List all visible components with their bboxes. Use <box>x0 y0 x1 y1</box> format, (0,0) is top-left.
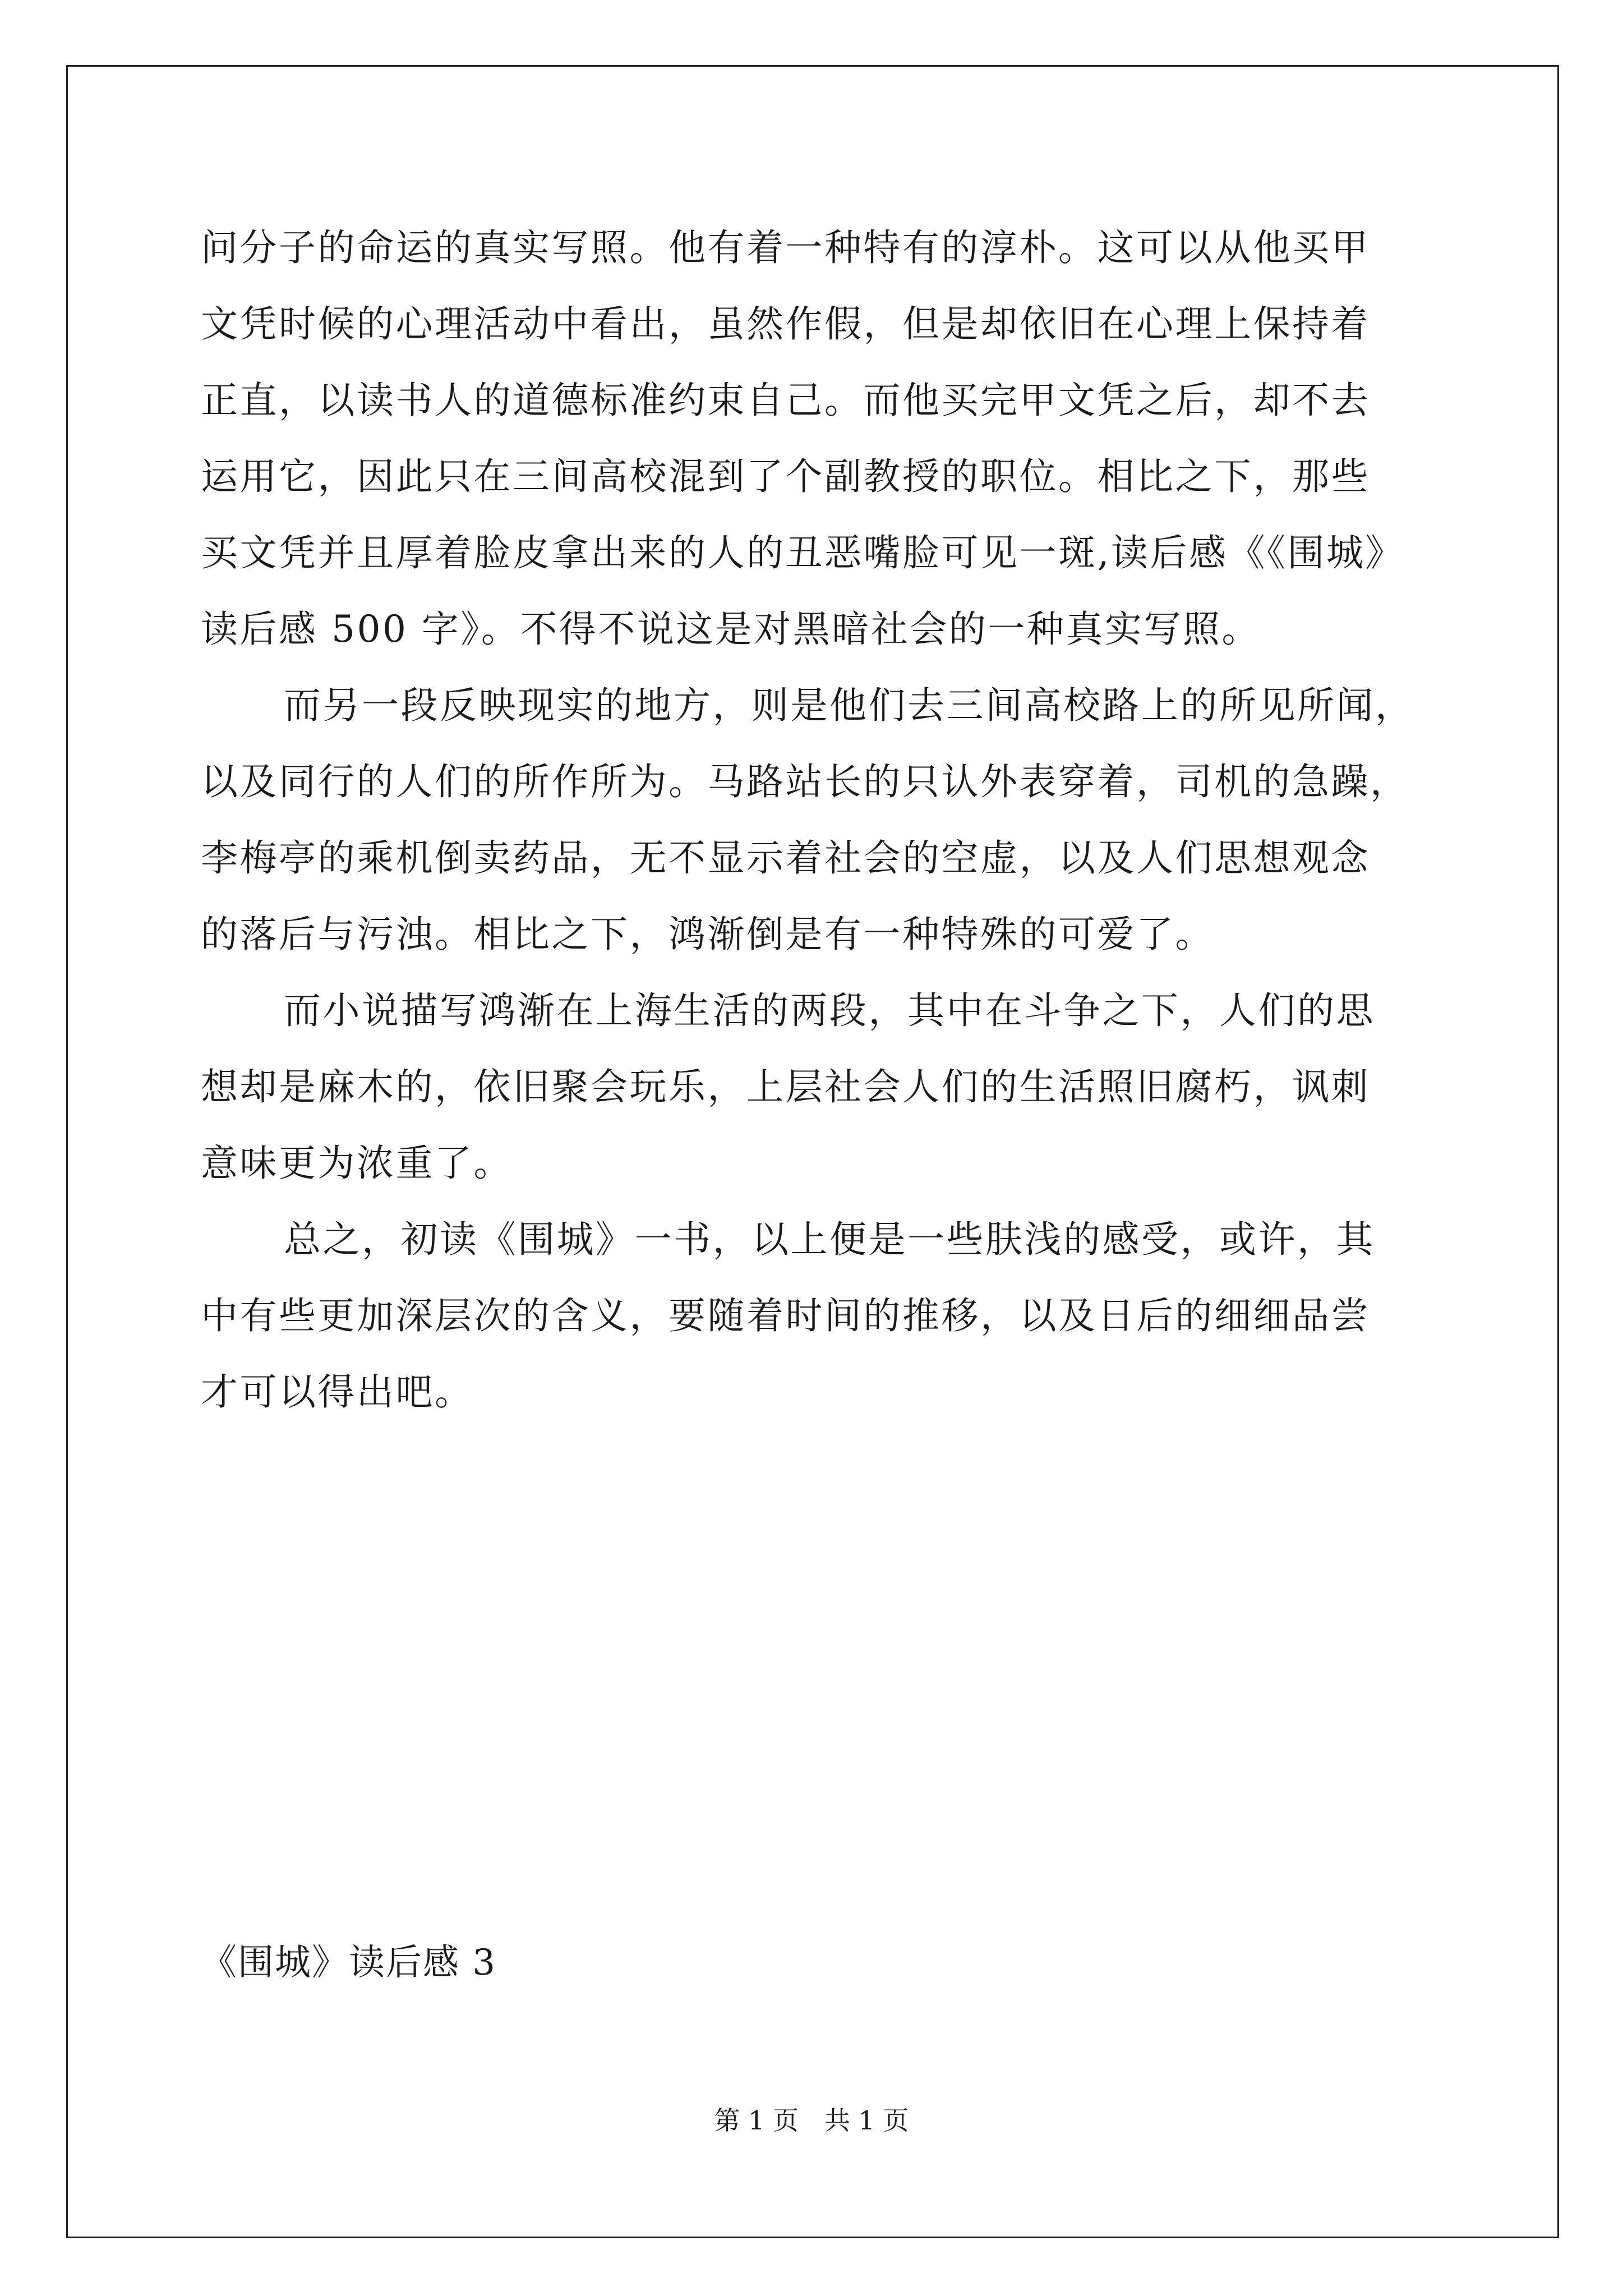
text-line: 意味更为浓重了。 <box>201 1142 513 1185</box>
text-line: 文凭时候的心理活动中看出，虽然作假，但是却依旧在心理上保持着 <box>201 302 1370 346</box>
paragraph-first-line: 而小说描写鸿渐在上海生活的两段，其中在斗争之下，人们的思 <box>284 989 1375 1032</box>
text-line: 以及同行的人们的所作所为。马路站长的只认外表穿着，司机的急躁， <box>201 760 1409 803</box>
text-line: 中有些更加深层次的含义，要随着时间的推移，以及日后的细细品尝 <box>201 1294 1370 1337</box>
paragraph-first-line: 总之，初读《围城》一书，以上便是一些肤浅的感受，或许，其 <box>284 1218 1375 1261</box>
document-body <box>201 210 1429 1430</box>
section-heading: 《围城》读后感 3 <box>201 1942 497 1984</box>
text-line: 李梅亭的乘机倒卖药品，无不显示着社会的空虚，以及人们思想观念 <box>201 836 1370 880</box>
text-line: 想却是麻木的，依旧聚会玩乐，上层社会人们的生活照旧腐朽，讽刺 <box>201 1065 1370 1108</box>
text-line: 读后感 500 字》。不得不说这是对黑暗社会的一种真实写照。 <box>201 608 1261 651</box>
text-line: 买文凭并且厚着脸皮拿出来的人的丑恶嘴脸可见一斑,读后感《《围城》 <box>201 531 1404 574</box>
text-line: 正直，以读书人的道德标准约束自己。而他买完甲文凭之后，却不去 <box>201 379 1370 422</box>
text-line: 才可以得出吧。 <box>201 1370 474 1414</box>
text-line: 运用它，因此只在三间高校混到了个副教授的职位。相比之下，那些 <box>201 455 1370 498</box>
text-line: 问分子的命运的真实写照。他有着一种特有的淳朴。这可以从他买甲 <box>201 226 1370 269</box>
paragraph-first-line: 而另一段反映现实的地方，则是他们去三间高校路上的所见所闻， <box>284 684 1414 727</box>
text-line: 的落后与污浊。相比之下，鸿渐倒是有一种特殊的可爱了。 <box>201 913 1214 956</box>
page-footer: 第 1 页 共 1 页 <box>714 2105 909 2136</box>
